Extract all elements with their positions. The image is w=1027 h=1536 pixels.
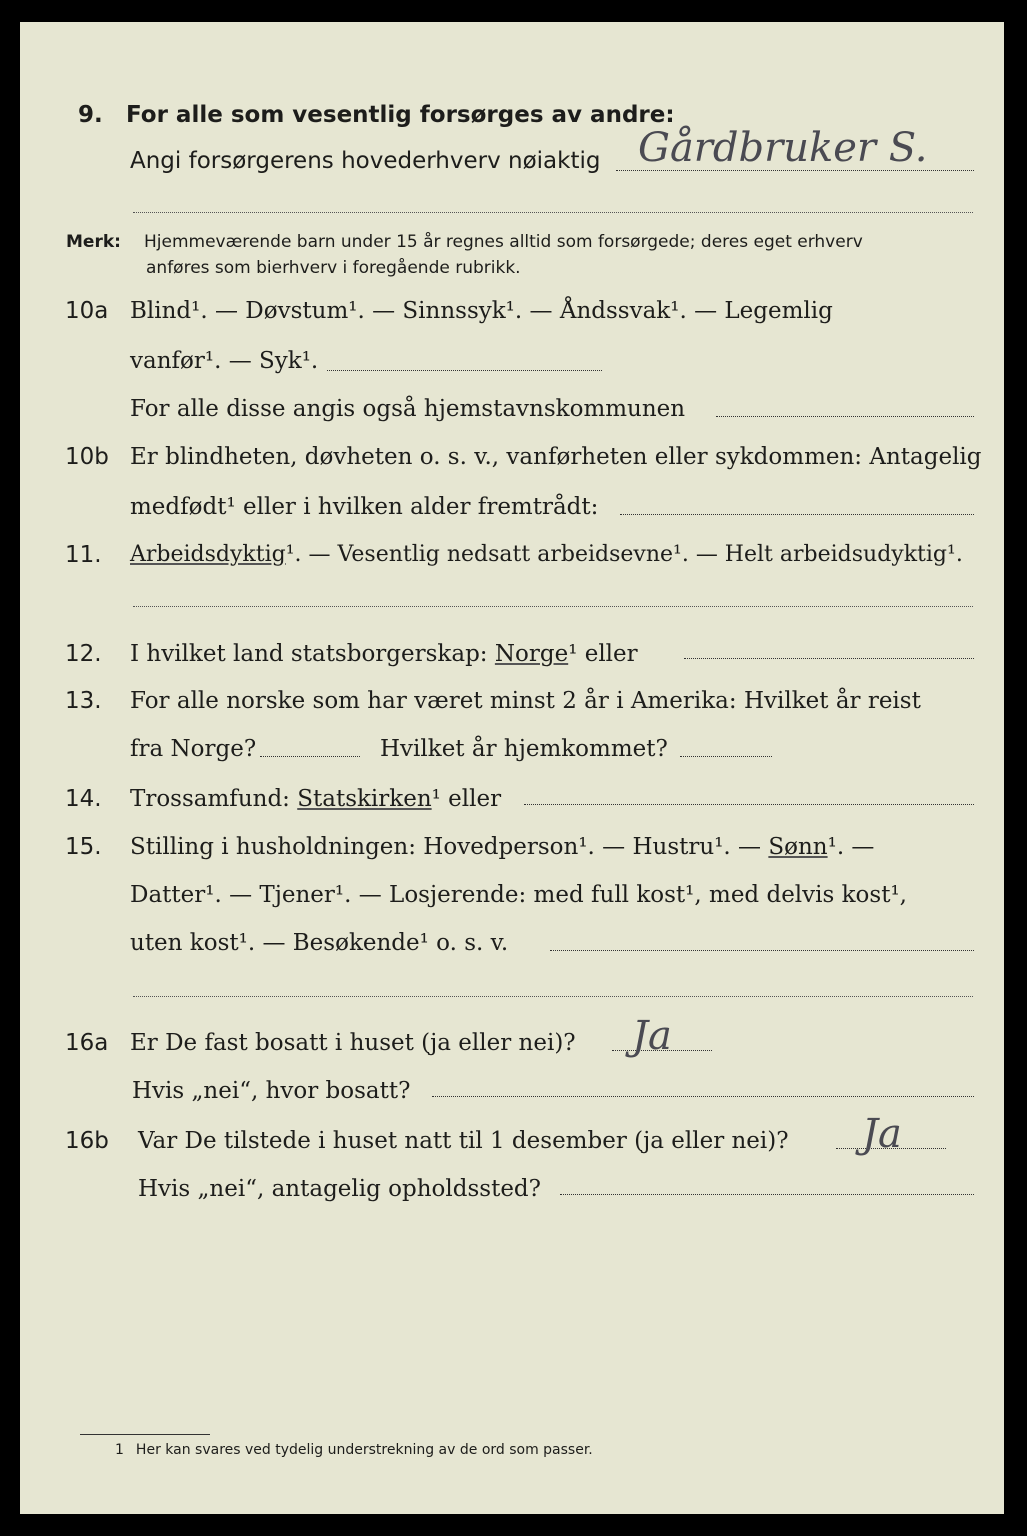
q13-line2b: Hvilket år hjemkommet? <box>380 736 668 762</box>
separator-line <box>133 212 973 213</box>
q12-text <box>130 639 638 669</box>
q16b-line2: Hvis „nei“, antagelig opholdssted? <box>138 1176 541 1202</box>
q12-number: 12. <box>65 641 102 667</box>
q16b-number: 16b <box>65 1128 109 1154</box>
q11-rest: ¹. — Vesentlig nedsatt arbeidsevne¹. — Helt arbeidsudyktig¹. <box>285 542 963 567</box>
q10b-line2: medfødt¹ eller i hvilken alder fremtrådt: <box>130 494 599 520</box>
q14-post: ¹ eller <box>431 786 502 812</box>
q11-underlined: Arbeidsdyktig <box>130 542 286 567</box>
merk-line1: Hjemmeværende barn under 15 år regnes alltid som forsørgede; deres eget erhverv <box>144 232 863 252</box>
q15-number: 15. <box>65 834 102 860</box>
q10b-line1: Er blindheten, døvheten o. s. v., vanførheten eller sykdommen: Antagelig <box>130 444 982 470</box>
q16a-where-line <box>432 1096 974 1097</box>
q16b-handwritten-answer: Ja <box>862 1111 902 1157</box>
q15-line3: uten kost¹. — Besøkende¹ o. s. v. <box>130 930 509 956</box>
q15-underlined: Sønn <box>768 834 828 860</box>
q11-text <box>130 540 963 570</box>
separator-line <box>133 996 973 997</box>
q16a-handwritten-answer: Ja <box>632 1013 672 1059</box>
census-form-page <box>20 22 1004 1514</box>
q12-answer-line <box>684 658 974 659</box>
q9-line2: Angi forsørgerens hovederhverv nøiaktig <box>130 148 601 174</box>
q10b-answer-line <box>620 514 974 515</box>
merk-label: Merk: <box>66 232 121 252</box>
q14-number: 14. <box>65 786 102 812</box>
q15-line1b: ¹. — <box>827 834 875 860</box>
q13-number: 13. <box>65 688 102 714</box>
q14-pre: Trossamfund: <box>130 786 298 812</box>
footnote-rule <box>80 1434 210 1435</box>
q12-underlined: Norge <box>494 641 569 667</box>
q16a-line1: Er De fast bosatt i huset (ja eller nei)? <box>130 1030 576 1056</box>
q13-year-return-line <box>680 756 772 757</box>
q10b-number: 10b <box>65 444 109 470</box>
q16a-line2: Hvis „nei“, hvor bosatt? <box>132 1078 411 1104</box>
q15-line2: Datter¹. — Tjener¹. — Losjerende: med full kost¹, med delvis kost¹, <box>130 882 907 908</box>
q9-number: 9. <box>78 102 103 128</box>
footnote <box>115 1442 593 1458</box>
merk-line2: anføres som bierhverv i foregående rubrikk. <box>146 258 521 278</box>
q10a-line3: For alle disse angis også hjemstavnskommunen <box>130 396 686 422</box>
q13-year-left-line <box>260 756 360 757</box>
q9-handwritten-answer: Gårdbruker S. <box>638 125 928 171</box>
q12-pre: I hvilket land statsborgerskap: <box>130 641 495 667</box>
footnote-mark: 1 <box>115 1442 124 1458</box>
q15-answer-line <box>550 950 974 951</box>
q10a-line2: vanfør¹. — Syk¹. <box>130 348 319 374</box>
q16b-line1: Var De tilstede i huset natt til 1 desember (ja eller nei)? <box>138 1128 789 1154</box>
q14-answer-line <box>524 804 974 805</box>
q11-number: 11. <box>65 542 102 568</box>
q13-line1: For alle norske som har været minst 2 år i Amerika: Hvilket år reist <box>130 688 921 714</box>
q13-line2a: fra Norge? <box>130 736 257 762</box>
q10a-syk-line <box>327 370 602 371</box>
q14-underlined: Statskirken <box>297 786 432 812</box>
q14-text <box>130 784 501 814</box>
q10a-kommune-line <box>716 416 974 417</box>
separator-line <box>133 606 973 607</box>
q9-line1: For alle som vesentlig forsørges av andre: <box>126 102 675 128</box>
q12-post: ¹ eller <box>568 641 638 667</box>
q15-line1a: Stilling i husholdningen: Hovedperson¹. — Hustru¹. — <box>130 834 769 860</box>
q16a-number: 16a <box>65 1030 109 1056</box>
footnote-text: Her kan svares ved tydelig understrekning av de ord som passer. <box>135 1442 593 1458</box>
q15-line1 <box>130 832 874 862</box>
q10a-number: 10a <box>65 298 109 324</box>
q10a-line1: Blind¹. — Døvstum¹. — Sinnssyk¹. — Åndssvak¹. — Legemlig <box>130 298 833 324</box>
q16b-where-line <box>560 1194 974 1195</box>
